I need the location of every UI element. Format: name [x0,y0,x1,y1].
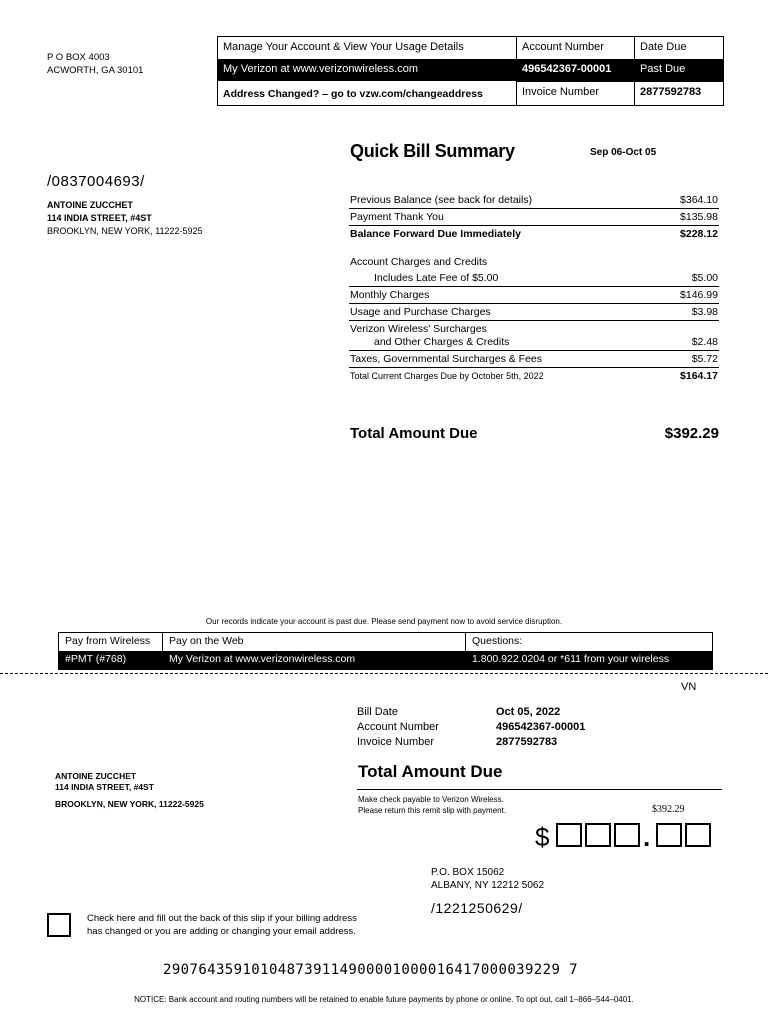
sender-address [47,51,143,77]
remit-name: ANTOINE ZUCCHET [55,771,137,781]
usage-label: Usage and Purchase Charges [350,306,491,318]
check-instructions [358,794,506,816]
remit-street: 114 INDIA STREET, #4ST [55,782,154,792]
summary-row-total-current [349,368,719,384]
remit-divider [357,789,722,790]
previous-balance-label: Previous Balance (see back for details) [350,194,533,206]
account-number-value: 496542367-00001 [516,59,634,81]
previous-balance-value: $364.10 [680,194,718,206]
summary-row-monthly [349,287,719,304]
recipient-city: BROOKLYN, NEW YORK, 11222-5925 [47,226,203,236]
invoice-number-value: 2877592783 [634,81,723,105]
sender-line2: ACWORTH, GA 30101 [47,65,144,76]
taxes-value: $5.72 [691,353,718,365]
payment-value: $135.98 [680,211,718,223]
check-instruction-1: Make check payable to Verizon Wireless. [358,795,504,804]
check-instruction-2: Please return this remit slip with payment. [358,806,507,815]
surcharges-value: $2.48 [691,336,718,348]
remit-amount: $392.29 [652,804,685,815]
pay-wireless-value: #PMT (#768) [65,653,127,665]
remit-bill-date-row [357,705,585,720]
remit-code: /1221250629/ [431,900,523,916]
total-amount-due-label: Total Amount Due [350,425,478,442]
recipient-street: 114 INDIA STREET, #4ST [47,213,152,223]
late-fee-label: Includes Late Fee of $5.00 [374,272,499,284]
total-current-value: $164.17 [680,370,718,382]
remit-po-box-line: P.O. BOX 15062 [431,867,505,878]
amount-digit-box-3[interactable] [614,823,640,847]
sender-line1: P O BOX 4003 [47,52,110,63]
remit-po-city-line: ALBANY, NY 12212 5062 [431,880,545,891]
summary-row-previous-balance [349,192,719,209]
address-changed-link[interactable]: Address Changed? – go to vzw.com/changeaddress [223,88,483,100]
date-due-value: Past Due [634,59,723,81]
questions-label: Questions: [465,633,712,651]
pay-web-link[interactable]: My Verizon at www.verizonwireless.com [162,651,465,669]
account-header-box [217,36,724,106]
remit-invoice-number-value: 2877592783 [496,736,558,748]
summary-row-usage [349,304,719,321]
remit-bill-date-value: Oct 05, 2022 [496,706,561,718]
remit-invoice-number-label: Invoice Number [357,736,435,748]
amount-cents-box-1[interactable] [656,823,682,847]
remit-account-number-row [357,720,585,735]
remit-po-box [431,866,544,892]
remit-account-number-value: 496542367-00001 [496,721,586,733]
summary-row-payment [349,209,719,226]
total-current-label: Total Current Charges Due by October 5th, 2022 [350,371,544,381]
usage-value: $3.98 [691,306,718,318]
remit-bill-date-label: Bill Date [357,706,398,718]
account-number-label: Account Number [516,37,634,59]
remit-invoice-number-row [357,735,585,750]
remit-total-due-label: Total Amount Due [358,762,503,781]
summary-row-surcharges [349,321,719,351]
decimal-point: . [643,822,651,852]
balance-forward-value: $228.12 [680,228,718,240]
pay-web-label: Pay on the Web [162,633,465,651]
taxes-label: Taxes, Governmental Surcharges & Fees [350,353,543,365]
late-fee-value: $5.00 [691,272,718,284]
micr-line: 290764359101048739114900001000016417000039229 7 [163,962,578,978]
pay-wireless-label: Pay from Wireless [65,635,151,647]
amount-digit-box-2[interactable] [585,823,611,847]
quick-bill-summary-title: Quick Bill Summary [350,141,515,161]
vn-code: VN [681,681,697,693]
surcharges-label-1: Verizon Wireless' Surcharges [350,323,487,335]
amount-cents-box-2[interactable] [685,823,711,847]
questions-phone: 1.800.922.0204 or *611 from your wireless [465,651,712,669]
amount-digit-box-1[interactable] [556,823,582,847]
summary-row-taxes [349,351,719,368]
summary-row-late-fee [349,270,719,287]
summary-row-account-charges [349,254,719,270]
payment-label: Payment Thank You [350,211,444,223]
dollar-sign: $ [535,822,550,852]
checkbox-text-1: Check here and fill out the back of this slip if your billing address [87,913,357,924]
notice-text: NOTICE: Bank account and routing numbers will be retained to enable future payments by phone or online. To opt out, call 1–866–544–0401. [134,995,634,1004]
remit-city: BROOKLYN, NEW YORK, 11222-5925 [55,799,204,809]
recipient-name: ANTOINE ZUCCHET [47,200,133,210]
billing-period: Sep 06-Oct 05 [590,147,657,158]
remit-address [55,771,204,810]
monthly-value: $146.99 [680,289,718,301]
account-charges-label: Account Charges and Credits [350,256,488,268]
balance-forward-label: Balance Forward Due Immediately [350,228,521,240]
monthly-label: Monthly Charges [350,289,430,301]
recipient-code: /0837004693/ [47,173,145,190]
address-change-checkbox[interactable] [47,913,71,937]
invoice-number-label: Invoice Number [516,81,634,105]
myverizon-link[interactable]: My Verizon at www.verizonwireless.com [223,63,419,75]
remit-account-number-label: Account Number [357,721,439,733]
date-due-label: Date Due [634,37,723,59]
perforation-line [0,673,768,674]
summary-row-balance-forward [349,226,719,242]
surcharges-label-2: and Other Charges & Credits [374,336,510,348]
total-amount-due-value: $392.29 [664,425,719,442]
bill-summary-table [349,192,719,384]
checkbox-text-2: has changed or you are adding or changing your email address. [87,926,356,937]
payment-options-box [58,632,713,670]
address-change-instructions [87,912,357,938]
past-due-notice: Our records indicate your account is past due. Please send payment now to avoid service disruption. [205,617,563,626]
manage-account-text: Manage Your Account & View Your Usage Details [223,41,464,53]
recipient-address [47,199,203,238]
remit-bill-info [357,705,585,750]
